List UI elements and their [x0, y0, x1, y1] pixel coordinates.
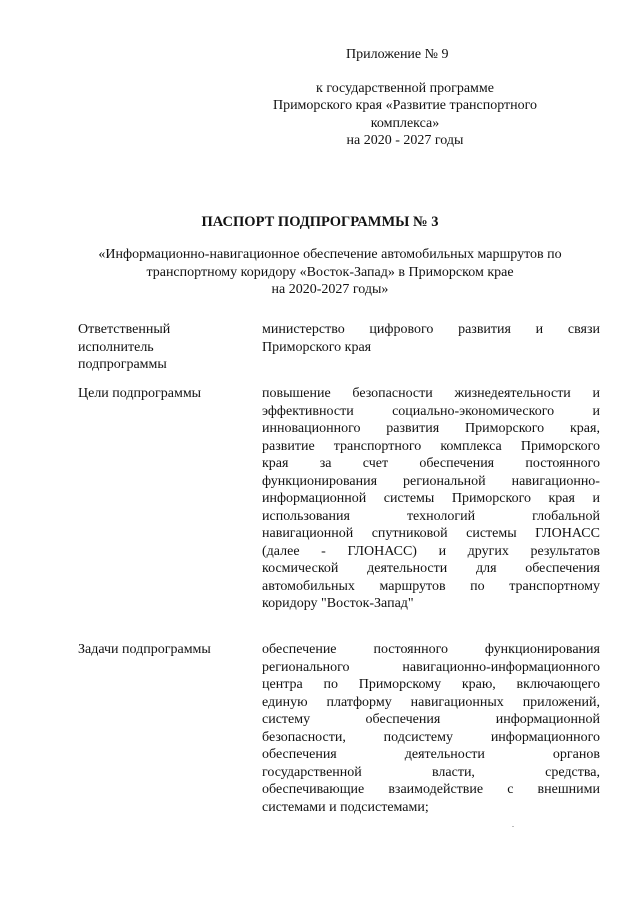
appendix-number: Приложение № 9: [346, 47, 449, 62]
scan-speck: [512, 826, 514, 827]
row-value-line: края за счет обеспечения постоянного: [262, 456, 600, 471]
appendix-line: на 2020 - 2027 годы: [346, 133, 464, 148]
row-value-line: навигационной спутниковой системы ГЛОНАСС: [262, 526, 600, 541]
row-label-line: исполнитель: [78, 339, 154, 355]
row-value-line: регионального навигационно-информационного: [262, 659, 600, 675]
row-label-line: Цели подпрограммы: [78, 386, 202, 401]
appendix-header: [250, 46, 560, 150]
row-label: [78, 321, 238, 374]
row-value-line: инновационного развития Приморского края,: [262, 421, 600, 436]
appendix-line: к государственной программе: [316, 80, 494, 96]
row-label-line: подпрограммы: [78, 357, 167, 372]
subprogram-name-line: на 2020-2027 годы»: [271, 282, 389, 297]
subprogram-name-line: транспортному коридору «Восток-Запад» в Приморском крае: [146, 264, 514, 280]
row-value-line: использования технологий глобальной: [262, 508, 600, 524]
row-value-line: систему обеспечения информационной: [262, 712, 600, 727]
row-label: [78, 385, 238, 403]
row-value-line: центра по Приморскому краю, включающего: [262, 677, 600, 692]
row-value-line: коридору "Восток-Запад": [262, 596, 414, 611]
row-value-line: автомобильных маршрутов по транспортному: [262, 578, 600, 594]
row-label-line: Ответственный: [78, 322, 171, 337]
row-value-line: государственной власти, средства,: [262, 764, 600, 780]
row-value: [262, 321, 600, 356]
row-value-line: обеспечение постоянного функционирования: [262, 642, 600, 657]
row-value-line: эффективности социально-экономического и: [262, 403, 600, 419]
row-label-line: Задачи подпрограммы: [78, 642, 211, 657]
row-value-line: обеспечивающие взаимодействие с внешними: [262, 782, 600, 797]
row-value-line: системами и подсистемами;: [262, 799, 429, 815]
row-value-line: Приморского края: [262, 339, 372, 355]
row-value-line: повышение безопасности жизнедеятельности и: [262, 386, 600, 401]
row-label: [78, 641, 238, 659]
page-title: ПАСПОРТ ПОДПРОГРАММЫ № 3: [201, 214, 439, 230]
row-value-line: развитие транспортного комплекса Приморского: [262, 438, 600, 454]
row-value-line: единую платформу навигационных приложений,: [262, 694, 600, 710]
appendix-line: Приморского края «Развитие транспортного: [272, 98, 538, 113]
row-value: [262, 385, 600, 613]
row-value-line: безопасности, подсистему информационного: [262, 729, 600, 745]
row-value-line: информационной системы Приморского края и: [262, 491, 600, 506]
appendix-line: комплекса»: [370, 115, 440, 131]
row-value-line: функционирования региональной навигационно-: [262, 473, 600, 489]
subprogram-name: [60, 246, 600, 299]
row-value: [262, 641, 600, 816]
row-value-line: (далее - ГЛОНАСС) и других результатов: [262, 543, 600, 559]
row-value-line: министерство цифрового развития и связи: [262, 322, 600, 337]
row-value-line: обеспечения деятельности органов: [262, 747, 600, 762]
row-value-line: космической деятельности для обеспечения: [262, 561, 600, 576]
subprogram-name-line: «Информационно-навигационное обеспечение автомобильных маршрутов по: [98, 247, 562, 262]
